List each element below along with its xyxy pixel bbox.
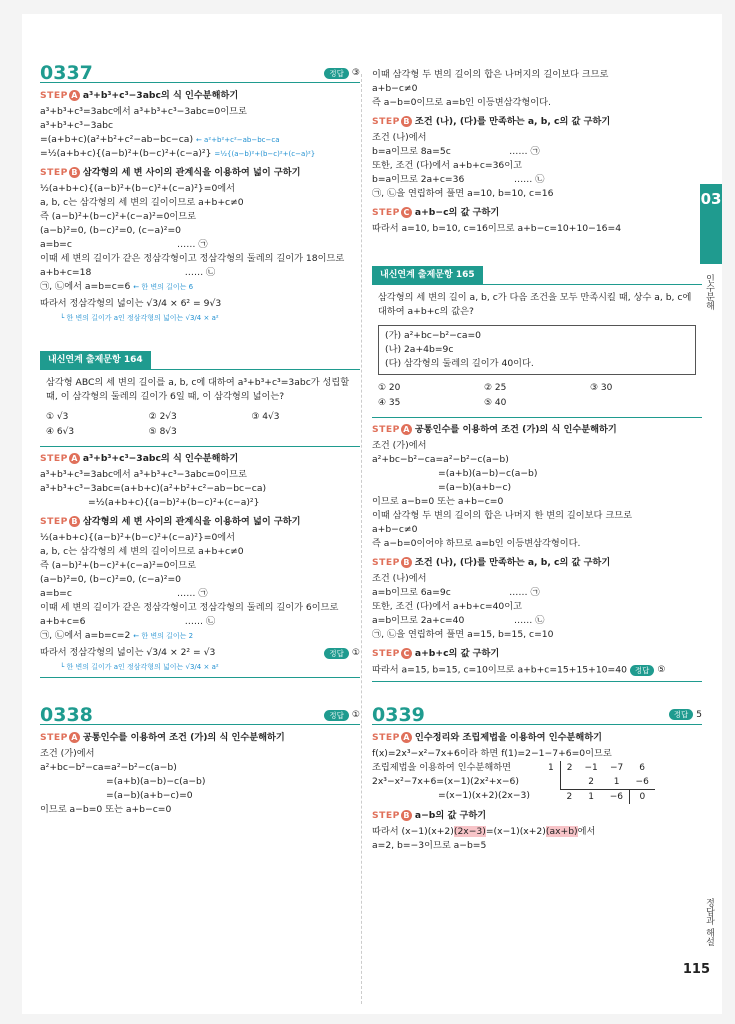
page <box>22 14 722 1014</box>
answer-badge: 정답 ① <box>324 646 360 660</box>
solution-line: ㉠, ㉡에서 a=b=c=6 ← 한 변의 길이는 6 <box>40 281 194 292</box>
solution-line: 즉 a−b=0이므로 a=b인 이등변삼각형이다. <box>372 97 551 108</box>
solution-line: 이때 세 변의 길이가 같은 정삼각형이고 정삼각형의 둘레의 길이가 18이므로 <box>40 253 345 264</box>
choice: ⑤ 40 <box>484 398 507 408</box>
solution-line: ½(a+b+c){(a−b)²+(b−c)²+(c−a)²}=0에서 <box>40 532 236 543</box>
choice: ① √3 <box>46 412 69 422</box>
related-problem-164-box <box>40 369 360 447</box>
solution-line: a=b이므로 2a+c=40 …… ㉡ <box>372 615 545 626</box>
solution-line: a+b−c≠0 <box>372 524 418 535</box>
solution-line: 2x³−x²−7x+6=(x−1)(2x²+x−6) <box>372 775 519 787</box>
solution-line: 따라서 정삼각형의 넓이는 √3/4 × 2² = √3 정답 ① <box>40 647 360 658</box>
related-problem-165-box <box>372 284 702 418</box>
solution-line: b=a이므로 8a=5c …… ㉠ <box>372 146 540 157</box>
answer-value: ③ <box>351 68 360 78</box>
synthetic-division-table: 1 2 −1 −7 6 2 1 −6 2 1 −6 0 <box>542 761 655 804</box>
solution-line: =(a−b)(a+b−c)=0 <box>106 790 193 801</box>
solution-line: a³+b³+c³=3abc에서 a³+b³+c³−3abc=0이므로 <box>40 469 247 480</box>
solution-line: a³+b³+c³−3abc=(a+b+c)(a²+b²+c²−ab−bc−ca) <box>40 483 267 494</box>
annotation-note: ← a²+b²+c²−ab−bc−ca <box>195 136 280 144</box>
solution-line: 이때 삼각형 두 변의 길이의 합은 나머지 한 변의 길이보다 크므로 <box>372 510 632 521</box>
annotation-note: └ 한 변의 길이가 a인 정삼각형의 넓이는 √3/4 × a² <box>40 660 360 678</box>
solution-line: =(a+b+c)(a²+b²+c²−ab−bc−ca) ← a²+b²+c²−ab−bc−ca <box>40 134 280 145</box>
solution-line: 이때 삼각형 두 변의 길이의 합은 나머지의 길이보다 크므로 <box>372 69 609 80</box>
answer-badge: 정답 ① <box>324 708 360 722</box>
solution-line: a, b, c는 삼각형의 세 변의 길이이므로 a+b+c≠0 <box>40 546 244 557</box>
step-a-heading: STEP A a³+b³+c³−3abc의 식 인수분해하기 <box>40 453 239 464</box>
column-divider <box>361 74 362 1004</box>
solution-line: a=b=c …… ㉠ <box>40 588 208 599</box>
solution-line: =½(a+b+c){(a−b)²+(b−c)²+(c−a)²} <box>88 497 260 508</box>
solution-line: 조건 (나)에서 <box>372 573 427 584</box>
step-a-heading: STEP A 공통인수를 이용하여 조건 (가)의 식 인수분해하기 <box>40 732 285 743</box>
chapter-tab: 03 <box>700 184 722 264</box>
step-b-heading: STEP B 조건 (나), (다)를 만족하는 a, b, c의 값 구하기 <box>372 116 611 127</box>
solution-line: =(a−b)(a+b−c) <box>438 482 512 493</box>
condition: (나) 2a+4b=9c <box>385 344 454 355</box>
related-problem-165-label: 내신연계 출제문항 165 <box>372 266 483 284</box>
solution-line: 또한, 조건 (다)에서 a+b+c=36이고 <box>372 160 523 171</box>
solution-line: (a−b)²=0, (b−c)²=0, (c−a)²=0 <box>40 225 181 236</box>
solution-line: b=a이므로 2a+c=36 …… ㉡ <box>372 174 545 185</box>
step-c-heading: STEP C a+b−c의 값 구하기 <box>372 207 500 218</box>
related-problem-164-label: 내신연계 출제문항 164 <box>40 351 151 369</box>
solution-line: 조립제법을 이용하여 인수분해하면 <box>372 761 511 773</box>
footer-label: 정답과 해설 <box>704 898 714 946</box>
solution-line: 또한, 조건 (다)에서 a+b+c=40이고 <box>372 601 523 612</box>
condition: (다) 삼각형의 둘레의 길이가 40이다. <box>385 358 534 369</box>
solution-line: 이므로 a−b=0 또는 a+b−c=0 <box>40 804 172 815</box>
solution-line: a=2, b=−3이므로 a−b=5 <box>372 839 487 851</box>
step-b-heading: STEP B 조건 (나), (다)를 만족하는 a, b, c의 값 구하기 <box>372 557 611 568</box>
step-a-heading: STEP A a³+b³+c³−3abc의 식 인수분해하기 <box>40 90 239 101</box>
solution-line: =(a+b)(a−b)−c(a−b) <box>106 776 206 787</box>
annotation-note: ← 한 변의 길이는 2 <box>133 632 194 640</box>
problem-number: 0339 <box>372 703 425 726</box>
solution-line: a+b−c≠0 <box>372 83 418 94</box>
solution-line: a³+b³+c³=3abc에서 a³+b³+c³−3abc=0이므로 <box>40 106 247 117</box>
step-b-heading: STEP B 삼각형의 세 변 사이의 관계식을 이용하여 넓이 구하기 <box>40 167 301 178</box>
problem-0339-header <box>372 703 702 726</box>
step-b-heading: STEP B a−b의 값 구하기 <box>372 809 487 821</box>
solution-line: 즉 a−b=0이어야 하므로 a=b인 이등변삼각형이다. <box>372 538 581 549</box>
solution-line: f(x)=2x³−x²−7x+6이라 하면 f(1)=2−1−7+6=0이므로 <box>372 747 612 759</box>
choice: ④ 6√3 <box>46 427 75 437</box>
solution-line: 이때 세 변의 길이가 같은 정삼각형이고 정삼각형의 둘레의 길이가 6이므로 <box>40 602 339 613</box>
factor-block <box>372 761 702 804</box>
problem-number: 0337 <box>40 62 93 84</box>
chapter-label: 인수분해 <box>704 274 714 310</box>
annotation-note: =½{(a−b)²+(b−c)²+(c−a)²} <box>214 150 316 158</box>
step-b-heading: STEP B 삼각형의 세 변 사이의 관계식을 이용하여 넓이 구하기 <box>40 516 301 527</box>
choice: ② 2√3 <box>148 412 177 422</box>
solution-line: a²+bc−b²−ca=a²−b²−c(a−b) <box>372 454 509 465</box>
question-text: 삼각형의 세 변의 길이 a, b, c가 다음 조건을 모두 만족시킬 때, 상수 a, b, c에 대하여 a+b+c의 값은? <box>378 292 692 317</box>
solution-line: a=b이므로 6a=9c …… ㉠ <box>372 587 540 598</box>
choice: ④ 35 <box>378 398 401 408</box>
solution-line: a²+bc−b²−ca=a²−b²−c(a−b) <box>40 762 177 773</box>
solution-line: =(x−1)(x+2)(2x−3) <box>438 789 530 801</box>
answer-label: 정답 <box>324 68 349 79</box>
solution-line: ㉠, ㉡을 연립하여 풀면 a=10, b=10, c=16 <box>372 188 554 199</box>
step-a-heading: STEP A 공통인수를 이용하여 조건 (가)의 식 인수분해하기 <box>372 424 617 435</box>
solution-line: 이므로 a−b=0 또는 a+b−c=0 <box>372 496 504 507</box>
solution-line: ㉠, ㉡에서 a=b=c=2 ← 한 변의 길이는 2 <box>40 630 194 641</box>
solution-line: a, b, c는 삼각형의 세 변의 길이이므로 a+b+c≠0 <box>40 197 244 208</box>
choice: ① 20 <box>378 383 401 393</box>
question-text: 삼각형 ABC의 세 변의 길이를 a, b, c에 대하여 a³+b³+c³=3abc가 성립할 때, 이 삼각형의 둘레의 길이가 6일 때, 이 삼각형의 넓이는? <box>46 377 350 402</box>
solution-line: =(a+b)(a−b)−c(a−b) <box>438 468 538 479</box>
solution-line: ½(a+b+c){(a−b)²+(b−c)²+(c−a)²}=0에서 <box>40 183 236 194</box>
problem-0338-header <box>40 704 360 726</box>
solution-line: 조건 (가)에서 <box>40 748 95 759</box>
solution-line: 따라서 정삼각형의 넓이는 √3/4 × 6² = 9√3 <box>40 298 222 309</box>
solution-line: =½(a+b+c){(a−b)²+(b−c)²+(c−a)²} =½{(a−b)²+(b−c)²+(c−a)²} <box>40 148 316 159</box>
solution-line: a+b+c=6 …… ㉡ <box>40 616 216 627</box>
conditions-box <box>378 325 696 375</box>
solution-line: 즉 (a−b)²+(b−c)²+(c−a)²=0이므로 <box>40 211 197 222</box>
annotation-note: └ 한 변의 길이가 a인 정삼각형의 넓이는 √3/4 × a² <box>60 314 219 322</box>
step-a-heading: STEP A 인수정리와 조립제법을 이용하여 인수분해하기 <box>372 731 603 743</box>
answer-badge <box>324 66 360 80</box>
problem-number: 0338 <box>40 704 93 726</box>
choices <box>46 410 354 440</box>
solution-line: 따라서 (x−1)(x+2)(2x−3)=(x−1)(x+2)(ax+b)에서 <box>372 825 596 837</box>
solution-line: 조건 (가)에서 <box>372 440 427 451</box>
solution-line: a³+b³+c³−3abc <box>40 120 114 131</box>
solution-line: ㉠, ㉡을 연립하여 풀면 a=15, b=15, c=10 <box>372 629 554 640</box>
annotation-note: ← 한 변의 길이는 6 <box>133 283 194 291</box>
solution-line: (a−b)²=0, (b−c)²=0, (c−a)²=0 <box>40 574 181 585</box>
choice: ⑤ 8√3 <box>148 427 177 437</box>
choice: ② 25 <box>484 383 507 393</box>
problem-0337-header <box>40 62 360 84</box>
solution-line: 즉 (a−b)²+(b−c)²+(c−a)²=0이므로 <box>40 560 197 571</box>
page-number: 115 <box>682 962 710 977</box>
solution-line: 따라서 a=15, b=15, c=10이므로 a+b+c=15+15+10=40 정답 ⑤ <box>372 663 702 682</box>
solution-line: a=b=c …… ㉠ <box>40 239 208 250</box>
answer-badge: 정답 ⑤ <box>630 663 666 677</box>
step-c-heading: STEP C a+b+c의 값 구하기 <box>372 648 500 659</box>
choice: ③ 30 <box>590 383 613 393</box>
condition: (가) a²+bc−b²−ca=0 <box>385 330 481 341</box>
choice: ③ 4√3 <box>251 412 280 422</box>
solution-line: 조건 (나)에서 <box>372 132 427 143</box>
choices <box>378 381 696 411</box>
solution-line: 따라서 a=10, b=10, c=16이므로 a+b−c=10+10−16=4 <box>372 223 622 234</box>
answer-badge: 정답 5 <box>669 708 702 722</box>
left-column <box>40 62 360 817</box>
right-column <box>372 68 702 853</box>
solution-line: a+b+c=18 …… ㉡ <box>40 267 216 278</box>
